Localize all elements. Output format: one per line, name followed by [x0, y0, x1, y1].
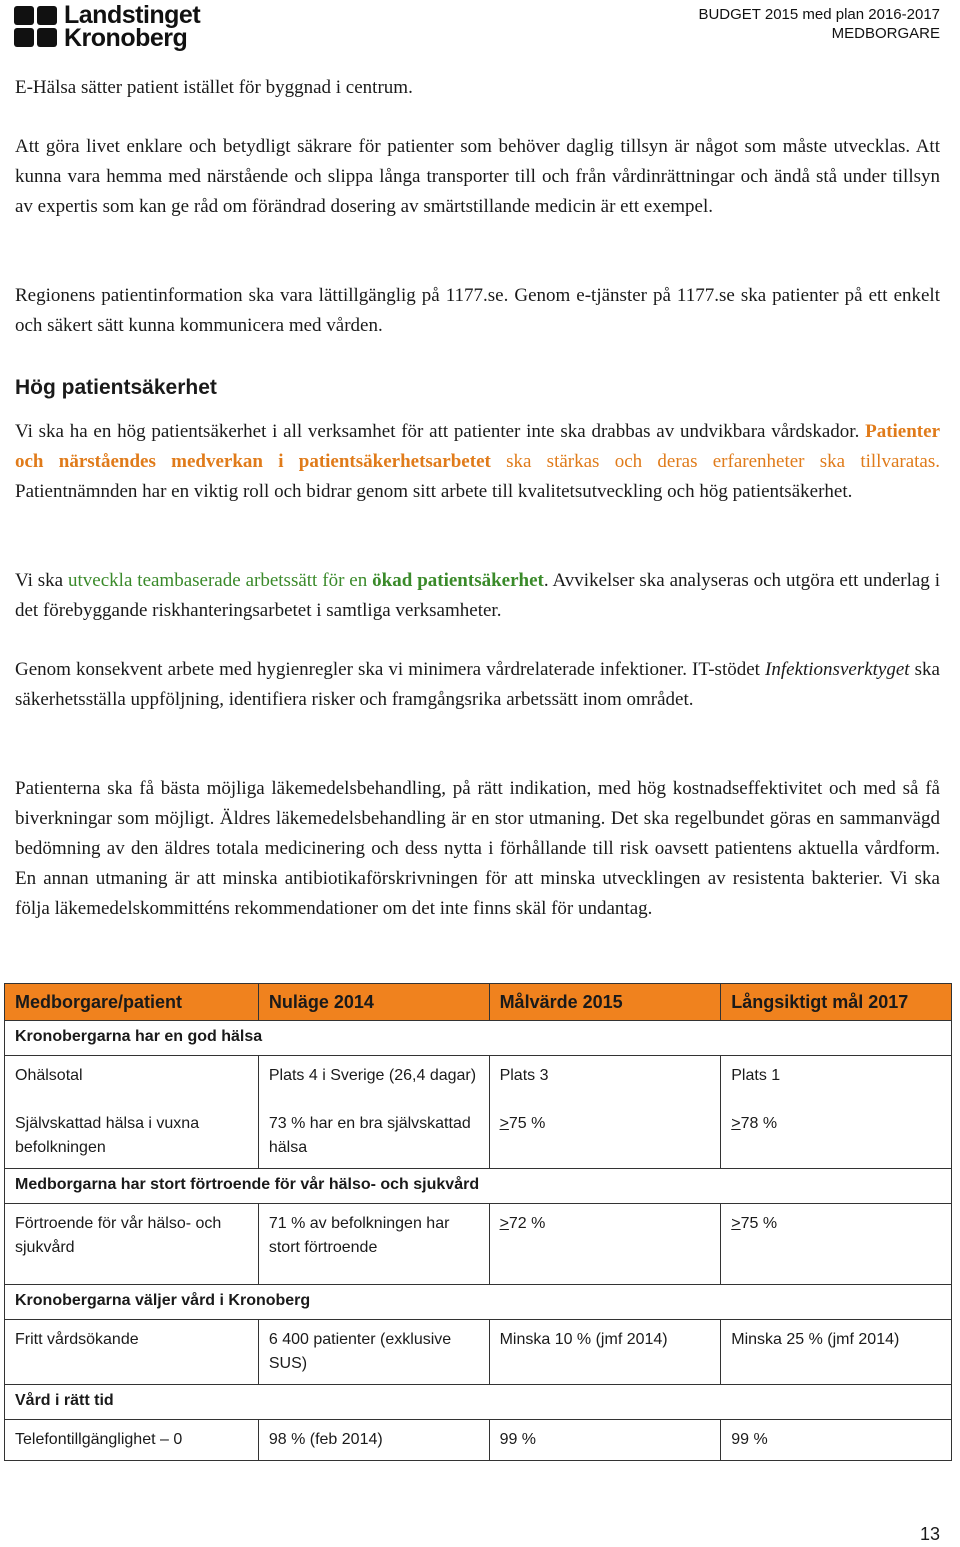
indicator-cell	[5, 1056, 259, 1169]
landstinget-logo	[14, 1, 201, 52]
column-header: Nuläge 2014	[258, 984, 489, 1021]
text-span: Genom konsekvent arbete med hygienregler ska vi minimera vårdrelaterade infektioner. IT-stödet	[15, 659, 766, 680]
medication-paragraph: Patienterna ska få bästa möjliga läkemedelsbehandling, på rätt indikation, med hög kostnadseffektivitet och med så få biverkningar som möjligt. Äldres läkemedelsbehandling är en stor utmaning. Det ska regelbundet göras en sammanvägd bedömning av den äldres totala medicinering och dess nytta i förhållande till risk oavsett patientens aktuella vårdform. En annan utmaning är att minska antibiotikaförskrivningen för att minska utvecklingen av resistenta bakterier. Vi ska följa läkemedelskommitténs rekommendationer om det inte finns skäl för undantag.	[15, 778, 940, 919]
gte-mark: >	[499, 1115, 509, 1132]
cell-line: Självskattad hälsa i vuxna befolkningen	[15, 1115, 200, 1156]
highlight-orange: ska stärkas och deras erfarenheter ska tillvaratas.	[490, 451, 940, 472]
indicator-cell: Förtroende för vår hälso- och sjukvård	[5, 1204, 259, 1285]
longterm-cell: Minska 25 % (jmf 2014)	[721, 1320, 952, 1385]
highlight-orange-bold: Patienter och närståendes medverkan i patientsäkerhetsarbetet	[15, 421, 940, 472]
budget-title: BUDGET 2015 med plan 2016-2017	[698, 6, 940, 23]
longterm-cell	[721, 1056, 952, 1169]
longterm-cell: 99 %	[721, 1420, 952, 1461]
cell-value: 78 %	[740, 1115, 778, 1132]
section-heading: Hög patientsäkerhet	[15, 376, 217, 399]
cell-value: 75 %	[508, 1115, 546, 1132]
logo-text	[64, 1, 201, 52]
table-section-row	[5, 1385, 952, 1420]
table-row	[5, 1056, 952, 1169]
patient-info-paragraph: Regionens patientinformation ska vara lättillgänglig på 1177.se. Genom e-tjänster på 1177.se ska patienter på ett enkelt och säkert sätt kunna kommunicera med vården.	[15, 285, 940, 336]
gte-mark: >	[731, 1115, 741, 1132]
table-section-row	[5, 1169, 952, 1204]
section-title: Vård i rätt tid	[5, 1385, 952, 1420]
text-span: Vi ska	[15, 570, 69, 591]
cell-line: Plats 1	[731, 1067, 781, 1084]
current-cell	[258, 1056, 489, 1169]
cell-line: Plats 4 i Sverige (26,4 dagar)	[268, 1067, 477, 1084]
logo-mark-icon	[14, 6, 58, 50]
target-cell: 99 %	[489, 1420, 721, 1461]
cell-value: 72 %	[508, 1215, 546, 1232]
longterm-cell	[721, 1204, 952, 1285]
table-section-row	[5, 1285, 952, 1320]
text-span: Patientnämnden har en viktig roll och bidrar genom sitt arbete till kvalitetsutveckling och hög patientsäkerhet.	[15, 481, 853, 502]
current-cell: 98 % (feb 2014)	[258, 1420, 489, 1461]
cell-line	[731, 1112, 941, 1136]
cell-line: 73 % har en bra självskattad hälsa	[268, 1115, 471, 1156]
table-row	[5, 1204, 952, 1285]
highlight-green: utveckla teambaserade arbetssätt för en	[68, 570, 373, 591]
perspective-label: MEDBORGARE	[831, 25, 940, 42]
target-cell	[489, 1056, 721, 1169]
cell-line: Plats 3	[499, 1067, 549, 1084]
column-header: Målvärde 2015	[489, 984, 721, 1021]
text-span: Vi ska ha en hög patientsäkerhet i all verksamhet för att patienter inte ska drabbas av undvikbara vårdskador.	[15, 421, 866, 442]
table-header-row	[5, 984, 952, 1021]
text-span: . Avvikelser ska analyseras och utgöra ett underlag i det förebyggande riskhanteringsarbetet i samtliga verksamheter.	[15, 570, 940, 621]
running-header	[698, 5, 940, 43]
indicator-cell: Telefontillgänglighet – 0	[5, 1420, 259, 1461]
logo-line-2: Kronoberg	[64, 24, 188, 52]
section-title: Kronobergarna har en god hälsa	[5, 1021, 952, 1056]
table-row	[5, 1320, 952, 1385]
target-cell	[489, 1204, 721, 1285]
cell-line	[500, 1112, 711, 1136]
gte-mark: >	[731, 1215, 741, 1232]
section-title: Kronobergarna väljer vård i Kronoberg	[5, 1285, 952, 1320]
text-span: ska säkerhetsställa uppföljning, identifiera risker och framgångsrika arbetssätt inom området.	[15, 659, 940, 710]
logo-line-1: Landstinget	[64, 1, 201, 29]
teamwork-paragraph	[15, 566, 940, 626]
patient-safety-paragraph	[15, 417, 940, 507]
page-number: 13	[919, 1524, 940, 1544]
column-header: Medborgare/patient	[5, 984, 259, 1021]
kpi-table	[4, 983, 952, 1461]
gte-mark: >	[499, 1215, 509, 1232]
table-row	[5, 1420, 952, 1461]
section-title: Medborgarna har stort förtroende för vår hälso- och sjukvård	[5, 1169, 952, 1204]
tool-name-italic: Infektionsverktyget	[765, 659, 910, 680]
column-header: Långsiktigt mål 2017	[721, 984, 952, 1021]
table-section-row	[5, 1021, 952, 1056]
cell-line: Ohälsotal	[15, 1067, 83, 1084]
indicator-cell: Fritt vårdsökande	[5, 1320, 259, 1385]
target-cell: Minska 10 % (jmf 2014)	[489, 1320, 721, 1385]
highlight-green-bold: ökad patientsäkerhet	[372, 570, 544, 591]
current-cell: 6 400 patienter (exklusive SUS)	[258, 1320, 489, 1385]
cell-value: 75 %	[740, 1215, 778, 1232]
current-cell: 71 % av befolkningen har stort förtroende	[258, 1204, 489, 1285]
daily-care-paragraph: Att göra livet enklare och betydligt säkrare för patienter som behöver daglig tillsyn är något som måste utvecklas. Att kunna vara hemma med närstående och slippa långa transporter till och från vårdinrättningar och ändå stå under tillsyn av expertis som kan ge råd om förändrad dosering av smärtstillande medicin är ett exempel.	[15, 136, 940, 217]
hygiene-paragraph	[15, 655, 940, 715]
ehalsa-paragraph: E-Hälsa sätter patient istället för byggnad i centrum.	[15, 77, 413, 98]
